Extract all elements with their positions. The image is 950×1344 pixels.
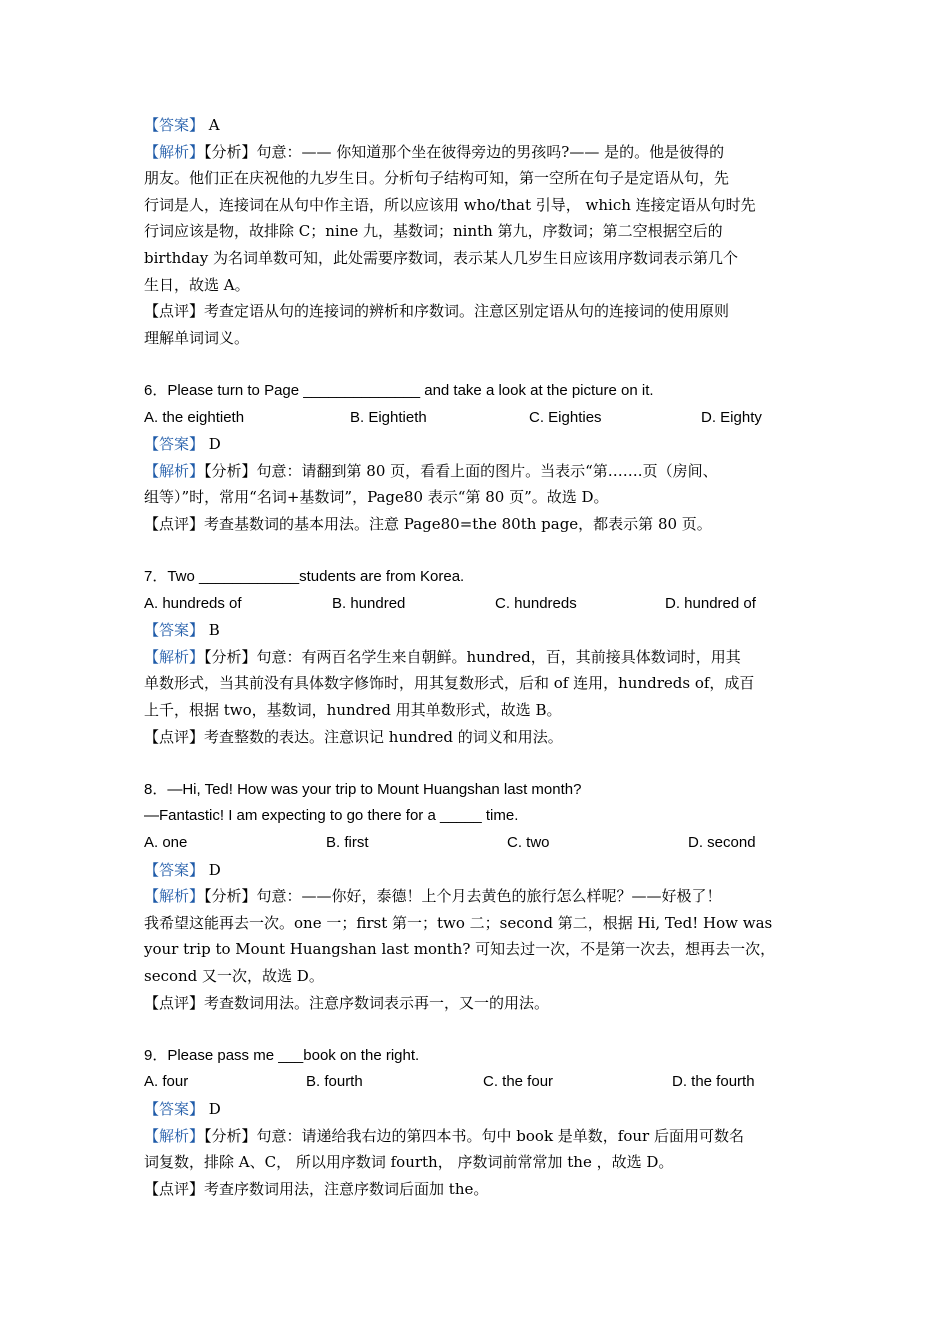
option-d: D. second [688,834,756,852]
spacer [144,538,814,565]
analysis-line: your trip to Mount Huangshan last month? 可知去过一次，不是第一次去，想再去一次， [144,940,776,959]
analysis-line: 行词是人，连接词在从句中作主语，所以应该用 who/that 引导， which 连接定语从句时先 [144,195,756,214]
jiexi-tag: 【解析】 [144,461,205,480]
spacer [144,351,814,378]
dianping-tag: 【点评】 [144,302,205,321]
document-content [144,112,814,1202]
analysis-line [144,644,814,671]
analysis-line [144,458,814,485]
question-8-line-1: 8．—Hi, Ted! How was your trip to Mount Huangshan last month? [144,780,582,798]
comment-line [144,1176,814,1203]
dianping-tag: 【点评】 [144,514,205,533]
dianping-tag: 【点评】 [144,727,205,746]
question-7: 7．Two ____________students are from Korea. [144,568,465,586]
analysis-text: 【分析】句意：请递给我右边的第四本书。句中 book 是单数，four 后面用可数名 [204,1126,744,1145]
answer-tag: 【答案】 [144,621,205,640]
comment-line: 理解单词词义。 [144,328,250,347]
answer-line-8 [144,857,814,884]
analysis-line: 单数形式，当其前没有具体数字修饰时，用其复数形式，后和 of 连用，hundreds of，成百 [144,674,755,693]
analysis-line: 朋友。他们正在庆祝他的九岁生日。分析句子结构可知，第一空所在句子是定语从句，先 [144,169,730,188]
analysis-line: 行词应该是物，故排除 C；nine 九，基数词；ninth 第九，序数词；第二空根据空后的 [144,222,723,241]
options-6 [144,405,814,432]
answer-line-9 [144,1096,814,1123]
option-a: A. one [144,834,188,852]
question-6: 6．Please turn to Page ______________ and take a look at the picture on it. [144,381,654,399]
comment-text: 考查整数的表达。注意识记 hundred 的词义和用法。 [204,727,563,746]
answer-tag: 【答案】 [144,116,205,134]
answer-line-6 [144,431,814,458]
option-c: C. Eighties [529,408,602,426]
analysis-line [144,883,814,910]
analysis-line [144,1123,814,1150]
option-b: B. Eightieth [350,408,427,426]
option-d: D. the fourth [672,1073,755,1091]
question-9: 9．Please pass me ___book on the right. [144,1046,420,1064]
answer-line-5 [144,112,814,139]
option-c: C. the four [483,1073,554,1091]
option-c: C. hundreds [495,594,577,612]
option-a: A. hundreds of [144,594,242,612]
answer-tag: 【答案】 [144,860,205,879]
comment-line [144,990,814,1017]
analysis-text: 【分析】句意：有两百名学生来自朝鲜。hundred，百，其前接具体数词时，用其 [204,647,741,666]
jiexi-tag: 【解析】 [144,887,205,906]
option-b: B. fourth [306,1073,363,1091]
comment-text: 考查数词用法。注意序数词表示再一，又一的用法。 [204,993,550,1012]
comment-text: 考查定语从句的连接词的辨析和序数词。注意区别定语从句的连接词的使用原则 [204,302,730,321]
analysis-line: second 又一次，故选 D。 [144,967,324,985]
option-b: B. hundred [332,594,406,612]
answer-tag: 【答案】 [144,435,205,454]
spacer [144,750,814,777]
answer-value: A [208,116,220,134]
comment-text: 考查基数词的基本用法。注意 Page80=the 80th page，都表示第 80 页。 [204,514,712,533]
answer-value: D [208,1099,221,1118]
option-a: A. four [144,1073,189,1091]
analysis-text: 【分析】句意：请翻到第 80 页，看看上面的图片。当表示“第…….页（房间、 [204,461,718,480]
dianping-tag: 【点评】 [144,1179,205,1198]
analysis-line: 词复数，排除 A、C， 所以用序数词 fourth， 序数词前常常加 the ，故选 D。 [144,1153,674,1172]
comment-text: 考查序数词用法，注意序数词后面加 the。 [204,1179,489,1198]
jiexi-tag: 【解析】 [144,1126,205,1145]
analysis-line: 组等）”时，常用“名词+基数词”，Page80 表示“第 80 页”。故选 D。 [144,488,609,507]
analysis-line: 生日，故选 A。 [144,275,250,294]
analysis-line [144,139,814,166]
answer-tag: 【答案】 [144,1099,205,1118]
question-8-line-2: —Fantastic! I am expecting to go there for a _____ time. [144,807,519,825]
spacer [144,1016,814,1043]
option-d: D. hundred of [665,594,756,612]
jiexi-tag: 【解析】 [144,142,205,161]
option-a: A. the eightieth [144,408,245,426]
analysis-line: 上千，根据 two，基数词，hundred 用其单数形式，故选 B。 [144,701,562,720]
options-9 [144,1069,814,1096]
analysis-line: birthday 为名词单数可知，此处需要序数词，表示某人几岁生日应该用序数词表示第几个 [144,248,739,267]
analysis-text: 【分析】句意：——你好，泰德！上个月去黄色的旅行怎么样呢？——好极了！ [204,887,722,906]
options-7 [144,591,814,618]
answer-value: D [208,435,221,454]
dianping-tag: 【点评】 [144,993,205,1012]
options-8 [144,830,814,857]
option-c: C. two [507,834,550,852]
analysis-line: 我希望这能再去一次。one 一；first 第一；two 二；second 第二，根据 Hi, Ted! How was [144,913,773,932]
answer-value: D [208,860,221,879]
comment-line [144,298,814,325]
option-d: D. Eighty [701,408,762,426]
analysis-text: 【分析】句意：—— 你知道那个坐在彼得旁边的男孩吗?—— 是的。他是彼得的 [204,142,725,161]
answer-value: B [208,621,220,640]
comment-line [144,724,814,751]
answer-line-7 [144,617,814,644]
comment-line [144,511,814,538]
jiexi-tag: 【解析】 [144,647,205,666]
option-b: B. first [326,834,369,852]
